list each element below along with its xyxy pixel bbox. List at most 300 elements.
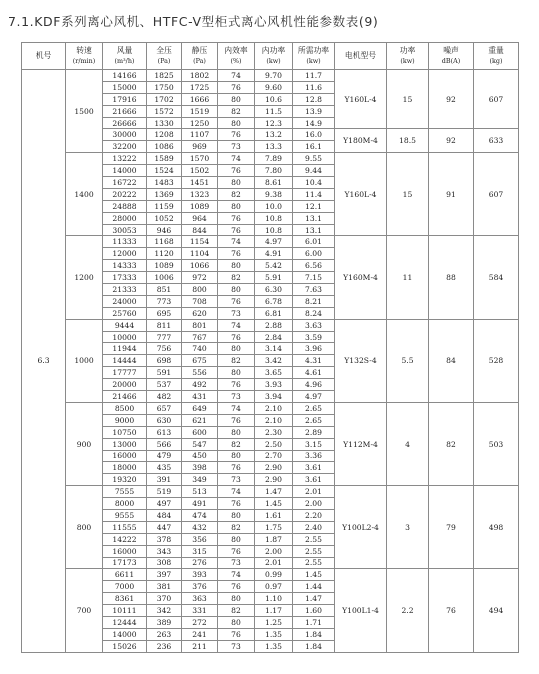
table-row xyxy=(22,486,519,498)
efficiency-cell: 76 xyxy=(218,295,255,307)
flow-cell: 15000 xyxy=(103,81,147,93)
required-power-cell: 14.9 xyxy=(293,117,335,129)
flow-cell: 17333 xyxy=(103,272,147,284)
header-required-power: 所需功率 (kw) xyxy=(293,43,335,70)
flow-cell: 14166 xyxy=(103,70,147,82)
required-power-cell: 2.89 xyxy=(293,426,335,438)
flow-cell: 26666 xyxy=(103,117,147,129)
total-pressure-cell: 1089 xyxy=(147,260,182,272)
flow-cell: 16000 xyxy=(103,545,147,557)
flow-cell: 11333 xyxy=(103,236,147,248)
inner-power-cell: 2.90 xyxy=(255,474,293,486)
table-row xyxy=(22,402,519,414)
flow-cell: 12000 xyxy=(103,248,147,260)
motor-power-cell: 4 xyxy=(387,402,429,485)
flow-cell: 9555 xyxy=(103,509,147,521)
inner-power-cell: 13.2 xyxy=(255,129,293,141)
flow-cell: 21666 xyxy=(103,105,147,117)
inner-power-cell: 3.94 xyxy=(255,391,293,403)
total-pressure-cell: 497 xyxy=(147,498,182,510)
inner-power-cell: 1.45 xyxy=(255,498,293,510)
efficiency-cell: 76 xyxy=(218,581,255,593)
required-power-cell: 2.00 xyxy=(293,498,335,510)
efficiency-cell: 74 xyxy=(218,486,255,498)
total-pressure-cell: 1086 xyxy=(147,141,182,153)
inner-power-cell: 1.10 xyxy=(255,593,293,605)
flow-cell: 13000 xyxy=(103,438,147,450)
flow-cell: 25760 xyxy=(103,307,147,319)
total-pressure-cell: 342 xyxy=(147,605,182,617)
inner-power-cell: 3.93 xyxy=(255,379,293,391)
static-pressure-cell: 492 xyxy=(182,379,218,391)
weight-cell: 607 xyxy=(474,153,519,236)
inner-power-cell: 6.78 xyxy=(255,295,293,307)
static-pressure-cell: 556 xyxy=(182,367,218,379)
static-pressure-cell: 740 xyxy=(182,343,218,355)
total-pressure-cell: 657 xyxy=(147,402,182,414)
required-power-cell: 7.63 xyxy=(293,284,335,296)
total-pressure-cell: 1825 xyxy=(147,70,182,82)
flow-cell: 10750 xyxy=(103,426,147,438)
weight-cell: 528 xyxy=(474,319,519,402)
efficiency-cell: 76 xyxy=(218,414,255,426)
flow-cell: 32200 xyxy=(103,141,147,153)
performance-table xyxy=(21,42,519,653)
static-pressure-cell: 620 xyxy=(182,307,218,319)
efficiency-cell: 76 xyxy=(218,129,255,141)
noise-cell: 91 xyxy=(429,153,474,236)
efficiency-cell: 80 xyxy=(218,450,255,462)
efficiency-cell: 80 xyxy=(218,93,255,105)
model-number-cell: 6.3 xyxy=(22,70,66,653)
inner-power-cell: 3.14 xyxy=(255,343,293,355)
page-title: 7.1.KDF系列离心风机、HTFC-V型柜式离心风机性能参数表(9) xyxy=(8,14,379,29)
inner-power-cell: 6.81 xyxy=(255,307,293,319)
required-power-cell: 16.0 xyxy=(293,129,335,141)
efficiency-cell: 82 xyxy=(218,272,255,284)
inner-power-cell: 2.01 xyxy=(255,557,293,569)
static-pressure-cell: 964 xyxy=(182,212,218,224)
total-pressure-cell: 630 xyxy=(147,414,182,426)
total-pressure-cell: 263 xyxy=(147,628,182,640)
required-power-cell: 9.55 xyxy=(293,153,335,165)
required-power-cell: 11.7 xyxy=(293,70,335,82)
static-pressure-cell: 1570 xyxy=(182,153,218,165)
total-pressure-cell: 1589 xyxy=(147,153,182,165)
efficiency-cell: 74 xyxy=(218,319,255,331)
header-flow: 风量 (m³/h) xyxy=(103,43,147,70)
noise-cell: 79 xyxy=(429,486,474,569)
total-pressure-cell: 1524 xyxy=(147,165,182,177)
flow-cell: 10000 xyxy=(103,331,147,343)
static-pressure-cell: 1089 xyxy=(182,200,218,212)
speed-cell: 900 xyxy=(66,402,103,485)
inner-power-cell: 1.87 xyxy=(255,533,293,545)
flow-cell: 24000 xyxy=(103,295,147,307)
static-pressure-cell: 356 xyxy=(182,533,218,545)
efficiency-cell: 73 xyxy=(218,557,255,569)
flow-cell: 14000 xyxy=(103,628,147,640)
flow-cell: 7000 xyxy=(103,581,147,593)
static-pressure-cell: 547 xyxy=(182,438,218,450)
static-pressure-cell: 1323 xyxy=(182,188,218,200)
inner-power-cell: 10.8 xyxy=(255,212,293,224)
static-pressure-cell: 844 xyxy=(182,224,218,236)
flow-cell: 8500 xyxy=(103,402,147,414)
efficiency-cell: 74 xyxy=(218,236,255,248)
flow-cell: 17916 xyxy=(103,93,147,105)
static-pressure-cell: 315 xyxy=(182,545,218,557)
static-pressure-cell: 376 xyxy=(182,581,218,593)
flow-cell: 16722 xyxy=(103,177,147,189)
static-pressure-cell: 1451 xyxy=(182,177,218,189)
total-pressure-cell: 479 xyxy=(147,450,182,462)
motor-power-cell: 15 xyxy=(387,70,429,129)
efficiency-cell: 76 xyxy=(218,81,255,93)
required-power-cell: 2.55 xyxy=(293,557,335,569)
static-pressure-cell: 491 xyxy=(182,498,218,510)
flow-cell: 11944 xyxy=(103,343,147,355)
inner-power-cell: 7.89 xyxy=(255,153,293,165)
static-pressure-cell: 1066 xyxy=(182,260,218,272)
efficiency-cell: 82 xyxy=(218,105,255,117)
total-pressure-cell: 851 xyxy=(147,284,182,296)
efficiency-cell: 74 xyxy=(218,70,255,82)
total-pressure-cell: 397 xyxy=(147,569,182,581)
flow-cell: 16000 xyxy=(103,450,147,462)
inner-power-cell: 2.90 xyxy=(255,462,293,474)
required-power-cell: 3.63 xyxy=(293,319,335,331)
flow-cell: 6611 xyxy=(103,569,147,581)
total-pressure-cell: 1208 xyxy=(147,129,182,141)
flow-cell: 20222 xyxy=(103,188,147,200)
flow-cell: 17173 xyxy=(103,557,147,569)
header-noise: 噪声 dB(A) xyxy=(429,43,474,70)
flow-cell: 28000 xyxy=(103,212,147,224)
efficiency-cell: 76 xyxy=(218,212,255,224)
required-power-cell: 6.56 xyxy=(293,260,335,272)
inner-power-cell: 13.3 xyxy=(255,141,293,153)
total-pressure-cell: 1702 xyxy=(147,93,182,105)
flow-cell: 17777 xyxy=(103,367,147,379)
noise-cell: 92 xyxy=(429,129,474,153)
header-total-pressure: 全压 (Pa) xyxy=(147,43,182,70)
header-row xyxy=(22,43,519,70)
flow-cell: 19320 xyxy=(103,474,147,486)
noise-cell: 88 xyxy=(429,236,474,319)
required-power-cell: 1.47 xyxy=(293,593,335,605)
total-pressure-cell: 811 xyxy=(147,319,182,331)
static-pressure-cell: 1666 xyxy=(182,93,218,105)
required-power-cell: 4.31 xyxy=(293,355,335,367)
inner-power-cell: 2.84 xyxy=(255,331,293,343)
inner-power-cell: 1.25 xyxy=(255,616,293,628)
inner-power-cell: 1.17 xyxy=(255,605,293,617)
efficiency-cell: 80 xyxy=(218,260,255,272)
efficiency-cell: 82 xyxy=(218,355,255,367)
required-power-cell: 2.55 xyxy=(293,533,335,545)
total-pressure-cell: 378 xyxy=(147,533,182,545)
total-pressure-cell: 566 xyxy=(147,438,182,450)
total-pressure-cell: 1120 xyxy=(147,248,182,260)
weight-cell: 584 xyxy=(474,236,519,319)
total-pressure-cell: 343 xyxy=(147,545,182,557)
flow-cell: 15026 xyxy=(103,640,147,652)
efficiency-cell: 80 xyxy=(218,117,255,129)
flow-cell: 14444 xyxy=(103,355,147,367)
total-pressure-cell: 591 xyxy=(147,367,182,379)
header-speed: 转速 (r/min) xyxy=(66,43,103,70)
inner-power-cell: 0.97 xyxy=(255,581,293,593)
total-pressure-cell: 308 xyxy=(147,557,182,569)
total-pressure-cell: 695 xyxy=(147,307,182,319)
total-pressure-cell: 1330 xyxy=(147,117,182,129)
noise-cell: 82 xyxy=(429,402,474,485)
inner-power-cell: 5.42 xyxy=(255,260,293,272)
inner-power-cell: 1.47 xyxy=(255,486,293,498)
static-pressure-cell: 349 xyxy=(182,474,218,486)
inner-power-cell: 10.0 xyxy=(255,200,293,212)
efficiency-cell: 76 xyxy=(218,248,255,260)
total-pressure-cell: 1159 xyxy=(147,200,182,212)
table-row xyxy=(22,236,519,248)
required-power-cell: 3.59 xyxy=(293,331,335,343)
header-efficiency: 内效率 (%) xyxy=(218,43,255,70)
speed-cell: 800 xyxy=(66,486,103,569)
static-pressure-cell: 969 xyxy=(182,141,218,153)
static-pressure-cell: 1802 xyxy=(182,70,218,82)
efficiency-cell: 82 xyxy=(218,521,255,533)
header-power: 功率 (kw) xyxy=(387,43,429,70)
required-power-cell: 10.4 xyxy=(293,177,335,189)
total-pressure-cell: 756 xyxy=(147,343,182,355)
flow-cell: 12444 xyxy=(103,616,147,628)
inner-power-cell: 0.99 xyxy=(255,569,293,581)
efficiency-cell: 73 xyxy=(218,141,255,153)
required-power-cell: 2.55 xyxy=(293,545,335,557)
motor-power-cell: 15 xyxy=(387,153,429,236)
static-pressure-cell: 1104 xyxy=(182,248,218,260)
required-power-cell: 12.1 xyxy=(293,200,335,212)
flow-cell: 20000 xyxy=(103,379,147,391)
required-power-cell: 6.00 xyxy=(293,248,335,260)
flow-cell: 7555 xyxy=(103,486,147,498)
static-pressure-cell: 474 xyxy=(182,509,218,521)
flow-cell: 8000 xyxy=(103,498,147,510)
required-power-cell: 4.97 xyxy=(293,391,335,403)
static-pressure-cell: 767 xyxy=(182,331,218,343)
flow-cell: 30000 xyxy=(103,129,147,141)
static-pressure-cell: 363 xyxy=(182,593,218,605)
table-row xyxy=(22,70,519,82)
total-pressure-cell: 1369 xyxy=(147,188,182,200)
inner-power-cell: 4.97 xyxy=(255,236,293,248)
inner-power-cell: 4.91 xyxy=(255,248,293,260)
static-pressure-cell: 801 xyxy=(182,319,218,331)
required-power-cell: 3.36 xyxy=(293,450,335,462)
motor-model-cell: Y100L1-4 xyxy=(335,569,387,652)
weight-cell: 498 xyxy=(474,486,519,569)
total-pressure-cell: 1483 xyxy=(147,177,182,189)
header-inner-power: 内功率 (kw) xyxy=(255,43,293,70)
inner-power-cell: 10.8 xyxy=(255,224,293,236)
inner-power-cell: 2.70 xyxy=(255,450,293,462)
static-pressure-cell: 1725 xyxy=(182,81,218,93)
speed-cell: 1200 xyxy=(66,236,103,319)
efficiency-cell: 76 xyxy=(218,462,255,474)
required-power-cell: 13.1 xyxy=(293,212,335,224)
efficiency-cell: 73 xyxy=(218,640,255,652)
header-weight: 重量 (kg) xyxy=(474,43,519,70)
inner-power-cell: 1.35 xyxy=(255,640,293,652)
efficiency-cell: 80 xyxy=(218,343,255,355)
motor-model-cell: Y160M-4 xyxy=(335,236,387,319)
efficiency-cell: 80 xyxy=(218,177,255,189)
flow-cell: 30053 xyxy=(103,224,147,236)
required-power-cell: 2.20 xyxy=(293,509,335,521)
inner-power-cell: 3.65 xyxy=(255,367,293,379)
motor-model-cell: Y100L2-4 xyxy=(335,486,387,569)
static-pressure-cell: 513 xyxy=(182,486,218,498)
static-pressure-cell: 241 xyxy=(182,628,218,640)
static-pressure-cell: 649 xyxy=(182,402,218,414)
required-power-cell: 1.60 xyxy=(293,605,335,617)
noise-cell: 76 xyxy=(429,569,474,652)
motor-power-cell: 2.2 xyxy=(387,569,429,652)
inner-power-cell: 3.42 xyxy=(255,355,293,367)
efficiency-cell: 73 xyxy=(218,474,255,486)
flow-cell: 18000 xyxy=(103,462,147,474)
motor-model-cell: Y160L-4 xyxy=(335,153,387,236)
required-power-cell: 1.71 xyxy=(293,616,335,628)
motor-model-cell: Y112M-4 xyxy=(335,402,387,485)
static-pressure-cell: 1502 xyxy=(182,165,218,177)
static-pressure-cell: 1154 xyxy=(182,236,218,248)
total-pressure-cell: 777 xyxy=(147,331,182,343)
inner-power-cell: 1.75 xyxy=(255,521,293,533)
noise-cell: 84 xyxy=(429,319,474,402)
speed-cell: 1400 xyxy=(66,153,103,236)
static-pressure-cell: 431 xyxy=(182,391,218,403)
required-power-cell: 9.44 xyxy=(293,165,335,177)
required-power-cell: 3.15 xyxy=(293,438,335,450)
required-power-cell: 3.96 xyxy=(293,343,335,355)
weight-cell: 494 xyxy=(474,569,519,652)
efficiency-cell: 80 xyxy=(218,367,255,379)
efficiency-cell: 80 xyxy=(218,426,255,438)
motor-power-cell: 18.5 xyxy=(387,129,429,153)
total-pressure-cell: 1750 xyxy=(147,81,182,93)
total-pressure-cell: 613 xyxy=(147,426,182,438)
efficiency-cell: 80 xyxy=(218,200,255,212)
flow-cell: 9000 xyxy=(103,414,147,426)
inner-power-cell: 9.70 xyxy=(255,70,293,82)
required-power-cell: 1.45 xyxy=(293,569,335,581)
weight-cell: 633 xyxy=(474,129,519,153)
required-power-cell: 2.65 xyxy=(293,414,335,426)
required-power-cell: 8.24 xyxy=(293,307,335,319)
inner-power-cell: 5.91 xyxy=(255,272,293,284)
flow-cell: 14333 xyxy=(103,260,147,272)
efficiency-cell: 82 xyxy=(218,188,255,200)
total-pressure-cell: 1168 xyxy=(147,236,182,248)
efficiency-cell: 73 xyxy=(218,307,255,319)
table-body xyxy=(22,70,519,653)
total-pressure-cell: 484 xyxy=(147,509,182,521)
flow-cell: 8361 xyxy=(103,593,147,605)
total-pressure-cell: 389 xyxy=(147,616,182,628)
flow-cell: 14222 xyxy=(103,533,147,545)
total-pressure-cell: 698 xyxy=(147,355,182,367)
required-power-cell: 4.61 xyxy=(293,367,335,379)
static-pressure-cell: 1107 xyxy=(182,129,218,141)
required-power-cell: 6.01 xyxy=(293,236,335,248)
efficiency-cell: 80 xyxy=(218,593,255,605)
required-power-cell: 12.8 xyxy=(293,93,335,105)
static-pressure-cell: 675 xyxy=(182,355,218,367)
motor-model-cell: Y180M-4 xyxy=(335,129,387,153)
required-power-cell: 4.96 xyxy=(293,379,335,391)
efficiency-cell: 80 xyxy=(218,509,255,521)
inner-power-cell: 10.6 xyxy=(255,93,293,105)
static-pressure-cell: 972 xyxy=(182,272,218,284)
required-power-cell: 11.6 xyxy=(293,81,335,93)
noise-cell: 92 xyxy=(429,70,474,129)
inner-power-cell: 1.35 xyxy=(255,628,293,640)
total-pressure-cell: 1572 xyxy=(147,105,182,117)
total-pressure-cell: 482 xyxy=(147,391,182,403)
inner-power-cell: 7.80 xyxy=(255,165,293,177)
weight-cell: 503 xyxy=(474,402,519,485)
flow-cell: 10111 xyxy=(103,605,147,617)
total-pressure-cell: 391 xyxy=(147,474,182,486)
static-pressure-cell: 600 xyxy=(182,426,218,438)
motor-power-cell: 3 xyxy=(387,486,429,569)
flow-cell: 11555 xyxy=(103,521,147,533)
inner-power-cell: 2.50 xyxy=(255,438,293,450)
required-power-cell: 3.61 xyxy=(293,474,335,486)
static-pressure-cell: 621 xyxy=(182,414,218,426)
required-power-cell: 13.1 xyxy=(293,224,335,236)
motor-power-cell: 5.5 xyxy=(387,319,429,402)
required-power-cell: 2.65 xyxy=(293,402,335,414)
inner-power-cell: 1.61 xyxy=(255,509,293,521)
efficiency-cell: 76 xyxy=(218,498,255,510)
motor-model-cell: Y160L-4 xyxy=(335,70,387,129)
total-pressure-cell: 447 xyxy=(147,521,182,533)
flow-cell: 13222 xyxy=(103,153,147,165)
static-pressure-cell: 1250 xyxy=(182,117,218,129)
required-power-cell: 1.44 xyxy=(293,581,335,593)
total-pressure-cell: 946 xyxy=(147,224,182,236)
static-pressure-cell: 272 xyxy=(182,616,218,628)
efficiency-cell: 76 xyxy=(218,379,255,391)
speed-cell: 1000 xyxy=(66,319,103,402)
total-pressure-cell: 1006 xyxy=(147,272,182,284)
efficiency-cell: 76 xyxy=(218,165,255,177)
efficiency-cell: 74 xyxy=(218,153,255,165)
motor-power-cell: 11 xyxy=(387,236,429,319)
flow-cell: 24888 xyxy=(103,200,147,212)
static-pressure-cell: 276 xyxy=(182,557,218,569)
total-pressure-cell: 236 xyxy=(147,640,182,652)
table-row xyxy=(22,319,519,331)
inner-power-cell: 9.38 xyxy=(255,188,293,200)
static-pressure-cell: 211 xyxy=(182,640,218,652)
speed-cell: 1500 xyxy=(66,70,103,153)
static-pressure-cell: 1519 xyxy=(182,105,218,117)
efficiency-cell: 76 xyxy=(218,224,255,236)
